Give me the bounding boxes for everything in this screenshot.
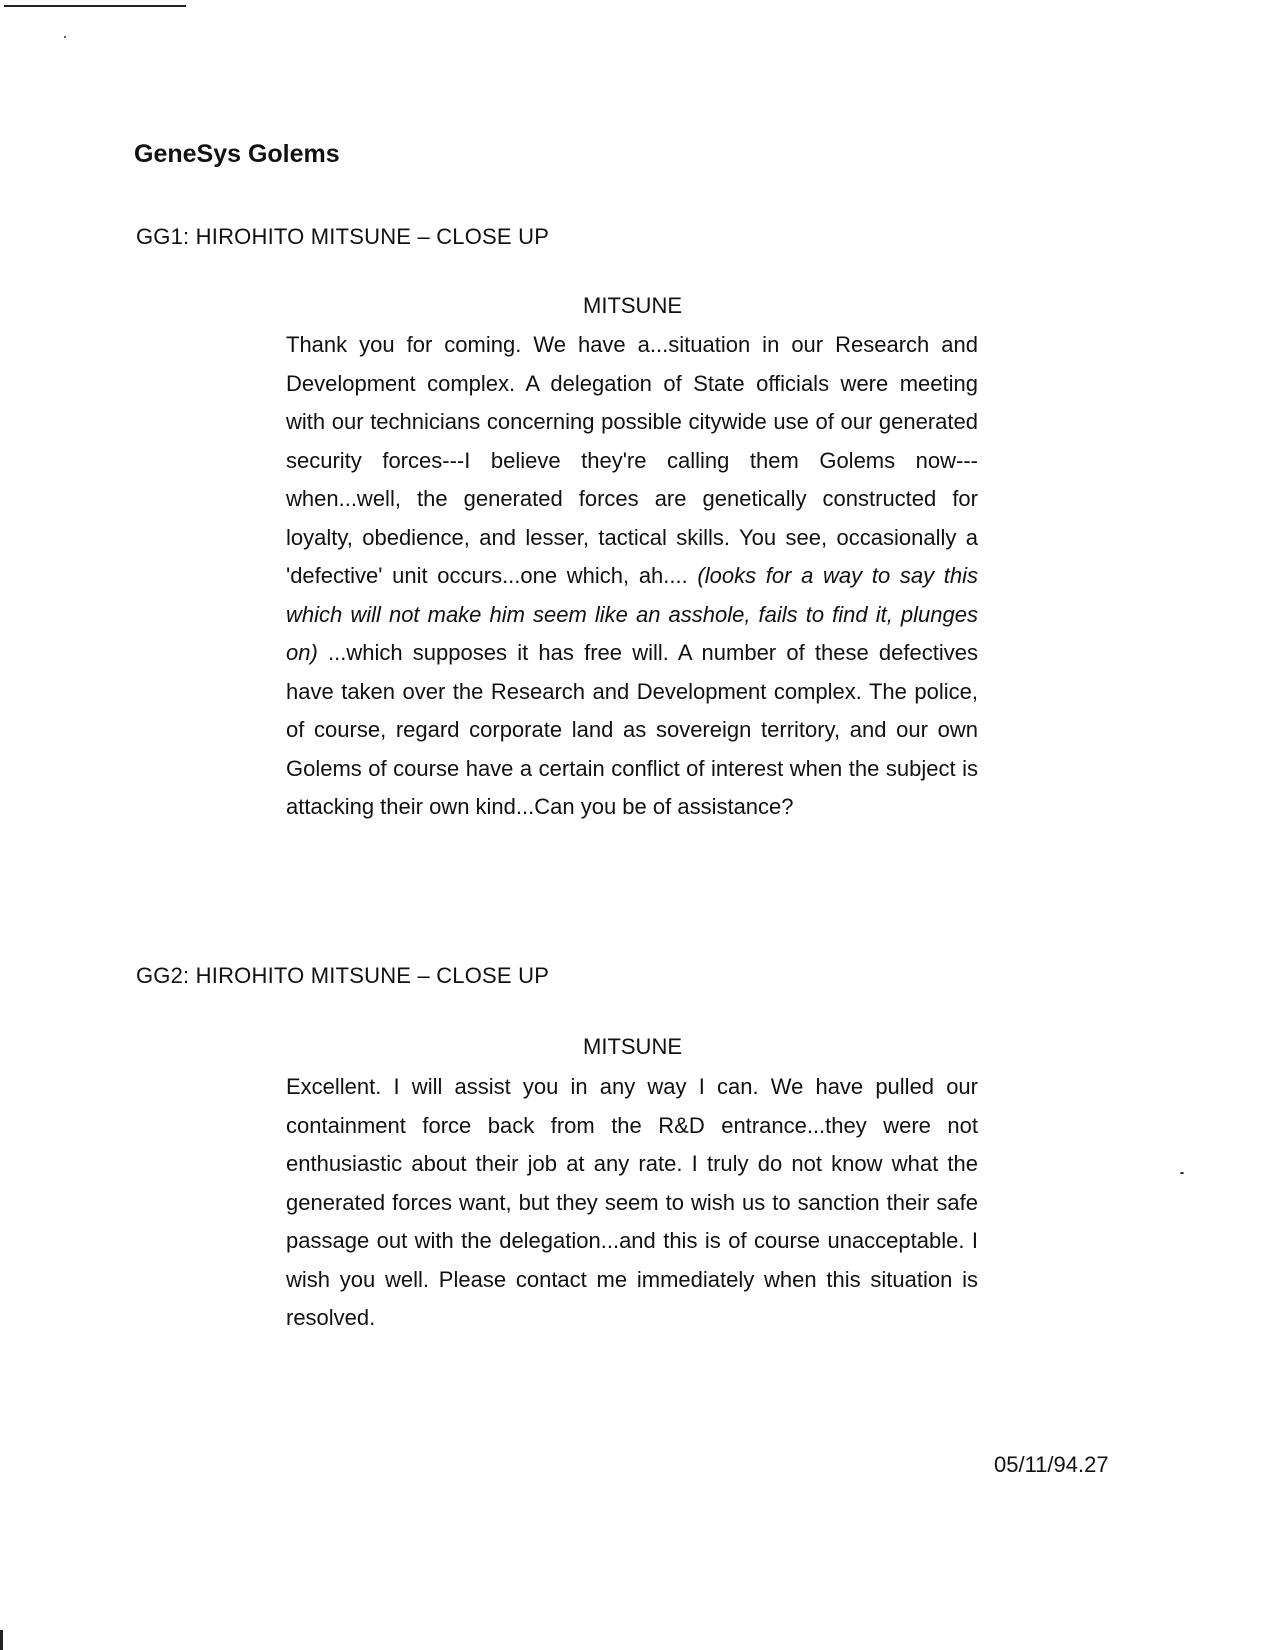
scan-speck — [1180, 1172, 1184, 1174]
character-name: MITSUNE — [583, 1034, 682, 1059]
scan-artifact-rule — [4, 5, 186, 7]
scan-edge-mark — [0, 1630, 3, 1650]
dialogue-text: ...which supposes it has free will. A number of these defectives have taken over the Research and Development complex. The police, of course, regard corporate land as sovereign territory, and our own Golems of course have a certain conflict of interest when the subject is attacking their own kind...Can you be of assistance? — [286, 640, 978, 819]
character-name: MITSUNE — [583, 293, 682, 318]
page-stamp: 05/11/94.27 — [994, 1452, 1109, 1477]
dialogue-block-gg1 — [286, 326, 978, 827]
dialogue-text: Thank you for coming. We have a...situation in our Research and Development complex. A delegation of State officials were meeting with our technicians concerning possible citywide use of our generated security forces---I believe they're calling them Golems now---when...well, the generated forces are genetically constructed for loyalty, obedience, and lesser, tactical skills. You see, occasionally a 'defective' unit occurs...one which, ah.... — [286, 332, 978, 588]
document-title: GeneSys Golems — [134, 140, 340, 168]
scene-heading-gg1: GG1: HIROHITO MITSUNE – CLOSE UP — [136, 224, 550, 249]
dialogue-block-gg2: Excellent. I will assist you in any way I can. We have pulled our containment force back from the R&D entrance...they were not enthusiastic about their job at any rate. I truly do not know what the generated forces want, but they seem to wish us to sanction their safe passage out with the delegation...and this is of course unacceptable. I wish you well. Please contact me immediately when this situation is resolved. — [286, 1074, 978, 1330]
scan-speck — [64, 36, 66, 38]
stage-direction: (looks for a way to say this which will not make him seem like an asshole, fails to find it, plunges on) — [286, 563, 978, 665]
scene-heading-gg2: GG2: HIROHITO MITSUNE – CLOSE UP — [136, 963, 550, 988]
